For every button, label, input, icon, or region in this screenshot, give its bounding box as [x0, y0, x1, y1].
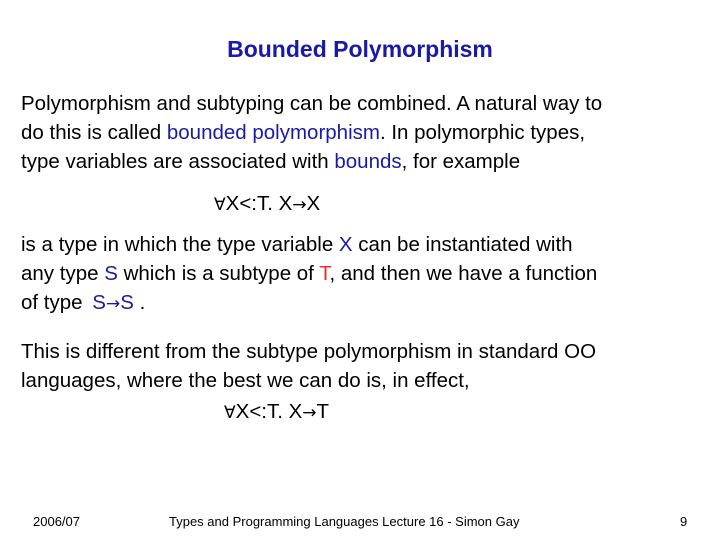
var-x: X — [338, 233, 353, 256]
var-t: T — [319, 262, 330, 285]
formula-bounded-example — [214, 189, 320, 220]
contrast-line-1-text: This is different from the subtype polymorphism in standard OO — [21, 340, 597, 363]
arrow-symbol: → — [292, 195, 307, 215]
contrast-line-1 — [21, 337, 711, 366]
forall-symbol: ∀ — [214, 195, 226, 215]
formula-body: X<:T. X — [235, 400, 303, 423]
intro-line-2-text: do this is called — [21, 121, 167, 144]
explanation-line-1-text: is a type in which the type variable — [21, 233, 339, 256]
explanation-line-2-rest: , and then we have a function — [329, 262, 598, 285]
var-s-codomain: S — [120, 291, 134, 314]
term-bounded-polymorphism: bounded polymorphism — [166, 121, 380, 144]
explanation-line-2-mid: which is a subtype of — [117, 262, 320, 285]
term-bounds: bounds — [334, 150, 402, 173]
contrast-line-2 — [21, 366, 711, 395]
footer-course: Types and Programming Languages Lecture 16 - Simon Gay — [169, 514, 520, 529]
formula-result: X — [306, 192, 321, 215]
paragraph-contrast — [21, 337, 711, 395]
footer-page-number: 9 — [680, 514, 688, 529]
intro-line-1-text: Polymorphism and subtyping can be combined. A natural way to — [21, 92, 603, 115]
formula-subtype-example — [224, 397, 329, 428]
paragraph-explanation — [21, 230, 711, 319]
explanation-line-1 — [21, 230, 711, 259]
formula-result: T — [316, 400, 330, 423]
formula-body: X<:T. X — [225, 192, 293, 215]
intro-line-3-text: type variables are associated with — [21, 150, 335, 173]
footer-date: 2006/07 — [33, 514, 80, 529]
intro-line-2-rest: . In polymorphic types, — [379, 121, 586, 144]
intro-line-3 — [21, 147, 711, 176]
explanation-line-2-text: any type — [21, 262, 105, 285]
explanation-line-3-rest: . — [133, 291, 146, 314]
arrow-symbol: → — [302, 403, 317, 423]
intro-line-2 — [21, 118, 711, 147]
arrow-symbol: → — [105, 294, 121, 314]
intro-line-3-rest: , for example — [401, 150, 521, 173]
forall-symbol: ∀ — [224, 403, 236, 423]
var-s: S — [104, 262, 118, 285]
explanation-line-3-text: of type — [21, 291, 89, 314]
explanation-line-3 — [21, 288, 711, 319]
var-s-domain: S — [92, 291, 106, 314]
explanation-line-1-rest: can be instantiated with — [352, 233, 573, 256]
intro-line-1 — [21, 89, 711, 118]
slide-title: Bounded Polymorphism — [227, 36, 493, 62]
contrast-line-2-text: languages, where the best we can do is, in effect, — [21, 369, 470, 392]
explanation-line-2 — [21, 259, 711, 288]
paragraph-intro — [21, 89, 711, 176]
